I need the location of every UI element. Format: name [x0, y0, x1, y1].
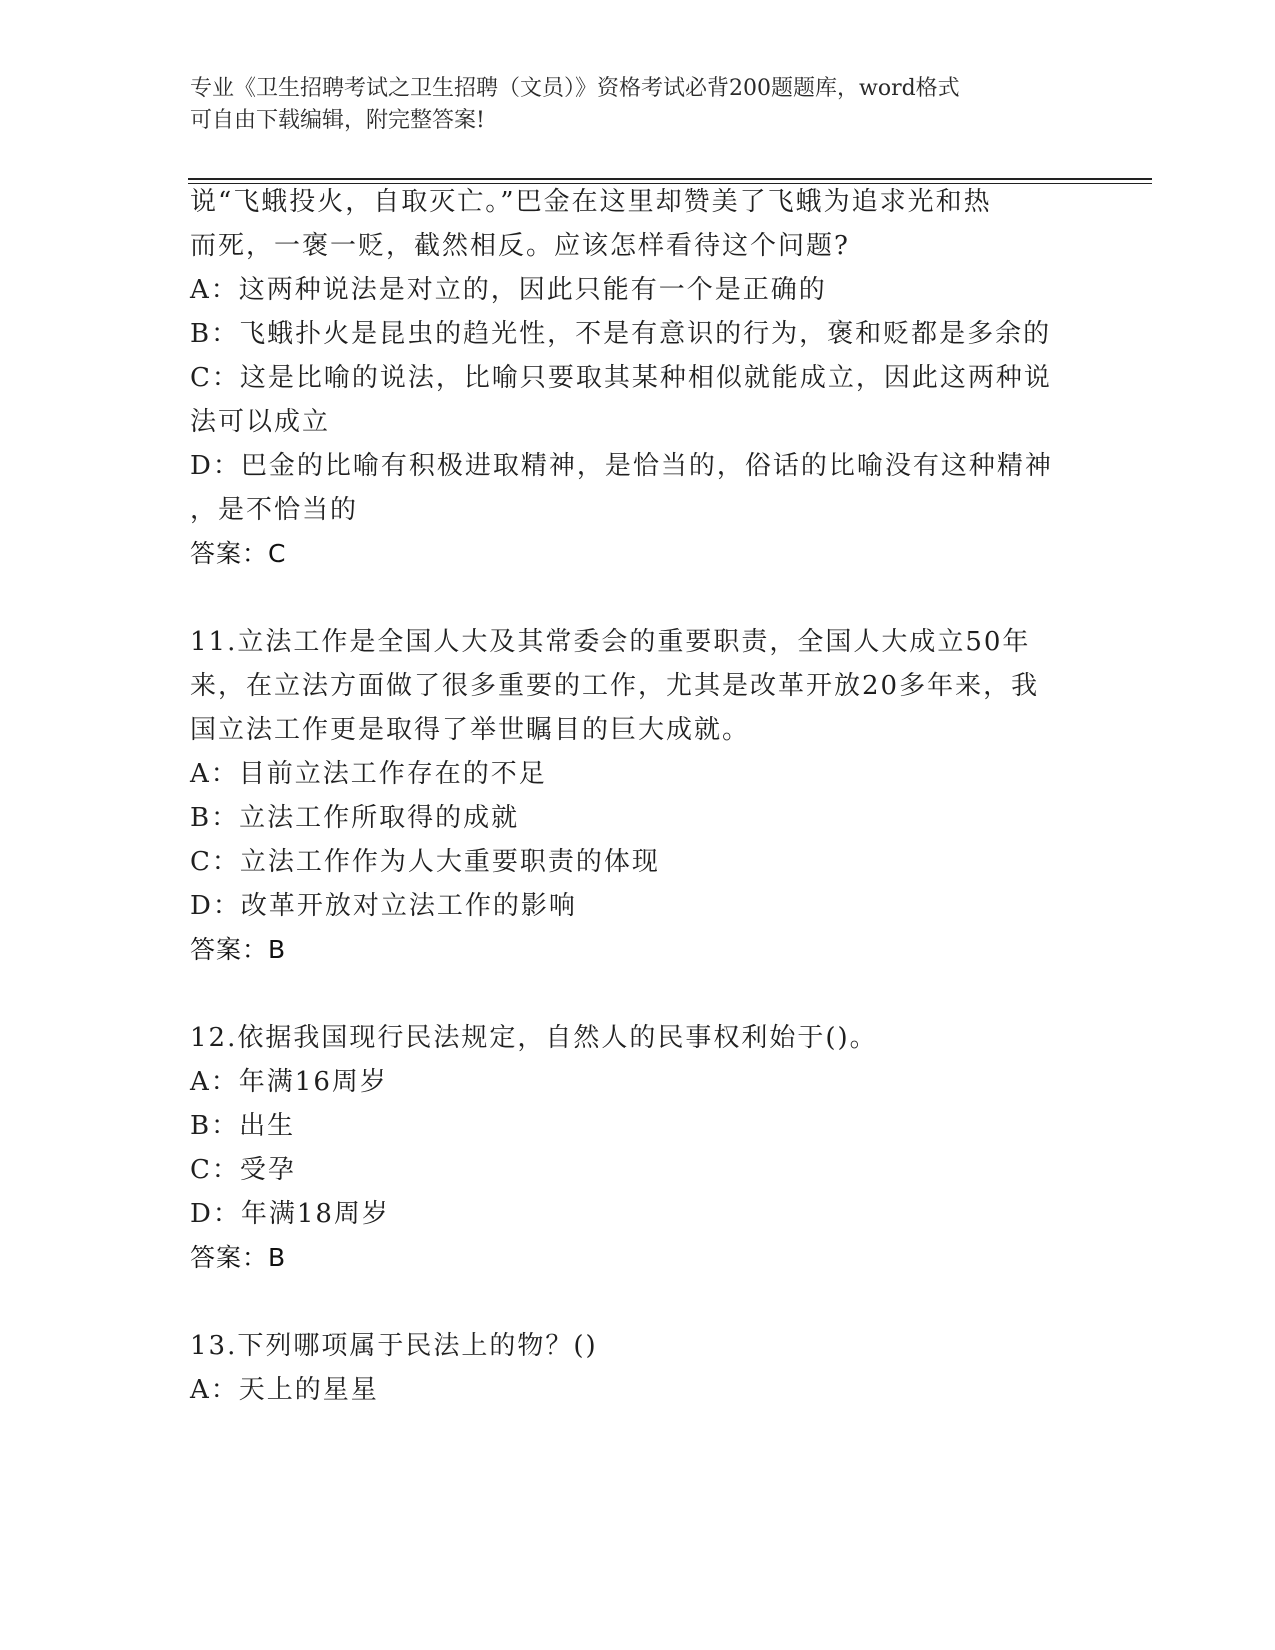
header-line-1: 专业《卫生招聘考试之卫生招聘（文员）》资格考试必背200题题库，word格式: [190, 76, 960, 101]
q11-stem-line-3: 国立法工作更是取得了举世瞩目的巨大成就。: [190, 715, 751, 745]
q13-option-a: A：天上的星星: [190, 1375, 379, 1405]
q11-option-c: C：立法工作作为人大重要职责的体现: [190, 847, 660, 877]
q11-option-d: D：改革开放对立法工作的影响: [190, 891, 577, 921]
q12-option-c: C：受孕: [190, 1155, 296, 1185]
q10-option-c-line-1: C：这是比喻的说法，比喻只要取其某种相似就能成立，因此这两种说: [190, 363, 1052, 393]
q10-option-b: B：飞蛾扑火是昆虫的趋光性，不是有意识的行为，褒和贬都是多余的: [190, 319, 1052, 349]
q12-stem-line-1: 12.依据我国现行民法规定，自然人的民事权利始于()。: [190, 1023, 878, 1053]
q10-option-c-line-2: 法可以成立: [190, 407, 331, 437]
q13-stem-line-1: 13.下列哪项属于民法上的物？(): [190, 1331, 598, 1361]
q10-option-d-line-1: D：巴金的比喻有积极进取精神，是恰当的，俗话的比喻没有这种精神: [190, 451, 1053, 481]
q11-option-a: A：目前立法工作存在的不足: [190, 759, 547, 789]
q11-option-b: B：立法工作所取得的成就: [190, 803, 520, 833]
q12-option-b: B：出生: [190, 1111, 296, 1141]
header-line-2: 可自由下载编辑，附完整答案!: [190, 108, 485, 133]
q10-stem-line-2: 而死，一褒一贬，截然相反。应该怎样看待这个问题?: [190, 231, 850, 261]
page-header: [190, 73, 1090, 137]
q10-answer: 答案：C: [190, 539, 287, 568]
q11-stem-line-1: 11.立法工作是全国人大及其常委会的重要职责，全国人大成立50年: [190, 627, 1031, 657]
q10-option-d-line-2: ，是不恰当的: [190, 495, 359, 525]
header-divider-thick: [188, 178, 1152, 180]
q10-stem-line-1: 说“飞蛾投火，自取灭亡。”巴金在这里却赞美了飞蛾为追求光和热: [190, 187, 992, 217]
header-divider-thin: [188, 183, 1152, 184]
q11-stem-line-2: 来，在立法方面做了很多重要的工作，尤其是改革开放20多年来，我: [190, 671, 1040, 701]
q11-answer: 答案：B: [190, 935, 287, 964]
q12-option-d: D：年满18周岁: [190, 1199, 390, 1229]
q12-option-a: A：年满16周岁: [190, 1067, 388, 1097]
q10-option-a: A：这两种说法是对立的，因此只能有一个是正确的: [190, 275, 827, 305]
q12-answer: 答案：B: [190, 1243, 287, 1272]
